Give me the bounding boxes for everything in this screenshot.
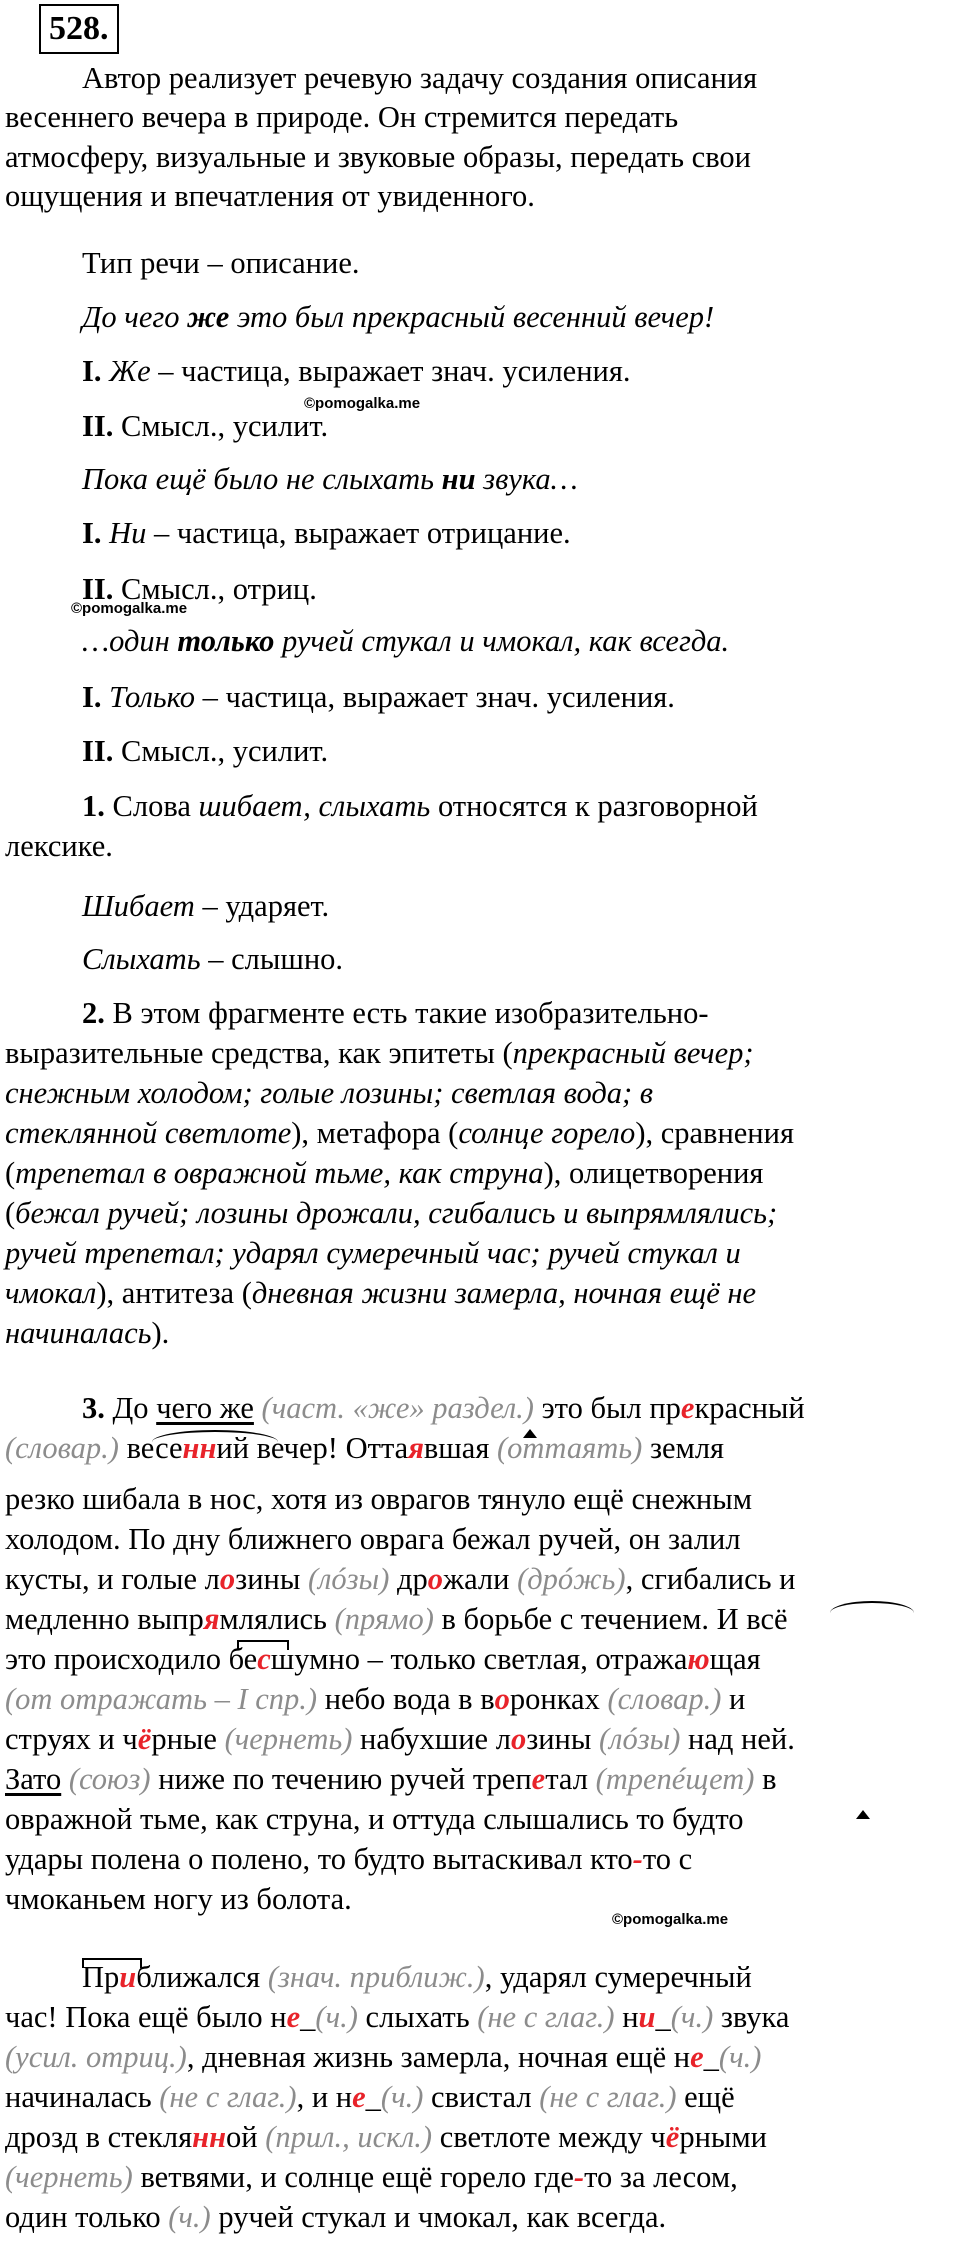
particle-tolko: только xyxy=(177,624,275,658)
point-4-line-4: начиналась (не с глаг.), и не_(ч.) свистал (не с глаг.) ещё xyxy=(5,2080,735,2114)
point-4-line-5: дрозд в стеклянной (прил., искл.) светлоте между чёрными xyxy=(5,2120,767,2154)
watermark: ©pomogalka.me xyxy=(71,600,188,617)
sentence-2-analysis-i: I. Ни – частица, выражает отрицание. xyxy=(82,516,571,550)
point-3-line-11: овражной тьме, как струна, и оттуда слышались то будто xyxy=(5,1802,744,1836)
intro-line-4: ощущения и впечатления от увиденного. xyxy=(5,179,535,213)
sentence-1-analysis-ii: II. Смысл., усилит. xyxy=(82,409,329,443)
intro-line-3: атмосферу, визуальные и звуковые образы, передать свои xyxy=(5,140,751,174)
sentence-1-analysis-i: I. Же – частица, выражает знач. усиления. xyxy=(82,354,631,388)
point-4-line-7: один только (ч.) ручей стукал и чмокал, как всегда. xyxy=(5,2200,667,2234)
point-2-line-9: начиналась). xyxy=(5,1316,170,1350)
intro-line-2: весеннего вечера в природе. Он стремится передать xyxy=(5,100,679,134)
intro-line-1: Автор реализует речевую задачу создания описания xyxy=(82,61,758,95)
point-1: 1. Слова шибает, слыхать относятся к разговорной xyxy=(82,789,758,823)
point-3-line-4: холодом. По дну ближнего оврага бежал ручей, он залил xyxy=(5,1522,741,1556)
point-3-line-9: струях и чёрные (чернеть) набухшие лозины (лóзы) над ней. xyxy=(5,1722,795,1756)
watermark: ©pomogalka.me xyxy=(304,395,421,412)
point-1-word-1: Шибает – ударяет. xyxy=(82,889,330,923)
point-2-line-4: стеклянной светлоте), метафора (солнце горело), сравнения xyxy=(5,1116,794,1150)
prefix-mark xyxy=(237,1640,289,1650)
point-4-line-6: (чернеть) ветвями, и солнце ещё горело где-то за лесом, xyxy=(5,2160,738,2194)
ending-cap-mark xyxy=(523,1429,537,1438)
point-3-line-3: резко шибала в нос, хотя из оврагов тянуло ещё снежным xyxy=(5,1482,753,1516)
sentence-3-analysis-i: I. Только – частица, выражает знач. усиления. xyxy=(82,680,675,714)
watermark: ©pomogalka.me xyxy=(612,1911,729,1928)
point-3-line-8: (от отражать – I спр.) небо вода в воронках (словар.) и xyxy=(5,1682,746,1716)
particle-ni: ни xyxy=(441,462,476,496)
point-3-line-13: чмоканьем ногу из болота. xyxy=(5,1882,352,1916)
point-2-line-2: выразительные средства, как эпитеты (прекрасный вечер; xyxy=(5,1036,754,1070)
point-2-line-6: (бежал ручей; лозины дрожали, сгибались и выпрямлялись; xyxy=(5,1196,778,1230)
sentence-2: Пока ещё было не слыхать ни звука… xyxy=(82,462,578,496)
point-3-line-7: это происходило бесшумно – только светлая, отражающая xyxy=(5,1642,761,1676)
point-3-line-12: удары полена о полено, то будто вытаскивал кто-то с xyxy=(5,1842,693,1876)
point-3-line-6: медленно выпрямлялись (прямо) в борьбе с течением. И всё xyxy=(5,1602,788,1636)
speech-type: Тип речи – описание. xyxy=(82,246,360,280)
prefix-mark xyxy=(82,1958,142,1968)
point-4-line-1: Приближался (знач. приближ.), ударял сумеречный xyxy=(82,1960,752,1994)
point-1-word-2: Слыхать – слышно. xyxy=(82,942,344,976)
point-2-line-7: ручей трепетал; ударял сумеречный час; ручей стукал и xyxy=(5,1236,741,1270)
point-2-line-1: 2. В этом фрагменте есть такие изобразительно- xyxy=(82,996,709,1030)
sentence-3-analysis-ii: II. Смысл., усилит. xyxy=(82,734,329,768)
point-3-line-10: Зато (союз) ниже по течению ручей трепетал (трепéщет) в xyxy=(5,1762,777,1796)
sentence-1: До чего же это был прекрасный весенний вечер! xyxy=(82,300,715,334)
point-2-line-5: (трепетал в овражной тьме, как струна), олицетворения xyxy=(5,1156,764,1190)
point-3-line-2: (словар.) весенний вечер! Оттаявшая (оттаять) земля xyxy=(5,1431,725,1465)
point-2-line-3: снежным холодом; голые лозины; светлая вода; в xyxy=(5,1076,654,1110)
point-2-line-8: чмокал), антитеза (дневная жизни замерла, ночная ещё не xyxy=(5,1276,757,1310)
ending-cap-mark xyxy=(856,1810,870,1819)
point-3-line-1: 3. До чего же (част. «же» раздел.) это был прекрасный xyxy=(82,1391,805,1425)
exercise-number: 528. xyxy=(39,4,119,54)
point-4-line-3: (усил. отриц.), дневная жизнь замерла, ночная ещё не_(ч.) xyxy=(5,2040,762,2074)
point-3-line-5: кусты, и голые лозины (лóзы) дрожали (дрóжь), сгибались и xyxy=(5,1562,796,1596)
sentence-2-analysis-ii: II. Смысл., отриц. xyxy=(82,572,317,606)
point-1-line-2: лексике. xyxy=(5,829,113,863)
root-arc-mark xyxy=(830,1601,914,1613)
particle-zhe: же xyxy=(187,300,230,334)
sentence-3: …один только ручей стукал и чмокал, как всегда. xyxy=(82,624,730,658)
point-4-line-2: час! Пока ещё было не_(ч.) слыхать (не с глаг.) ни_(ч.) звука xyxy=(5,2000,790,2034)
